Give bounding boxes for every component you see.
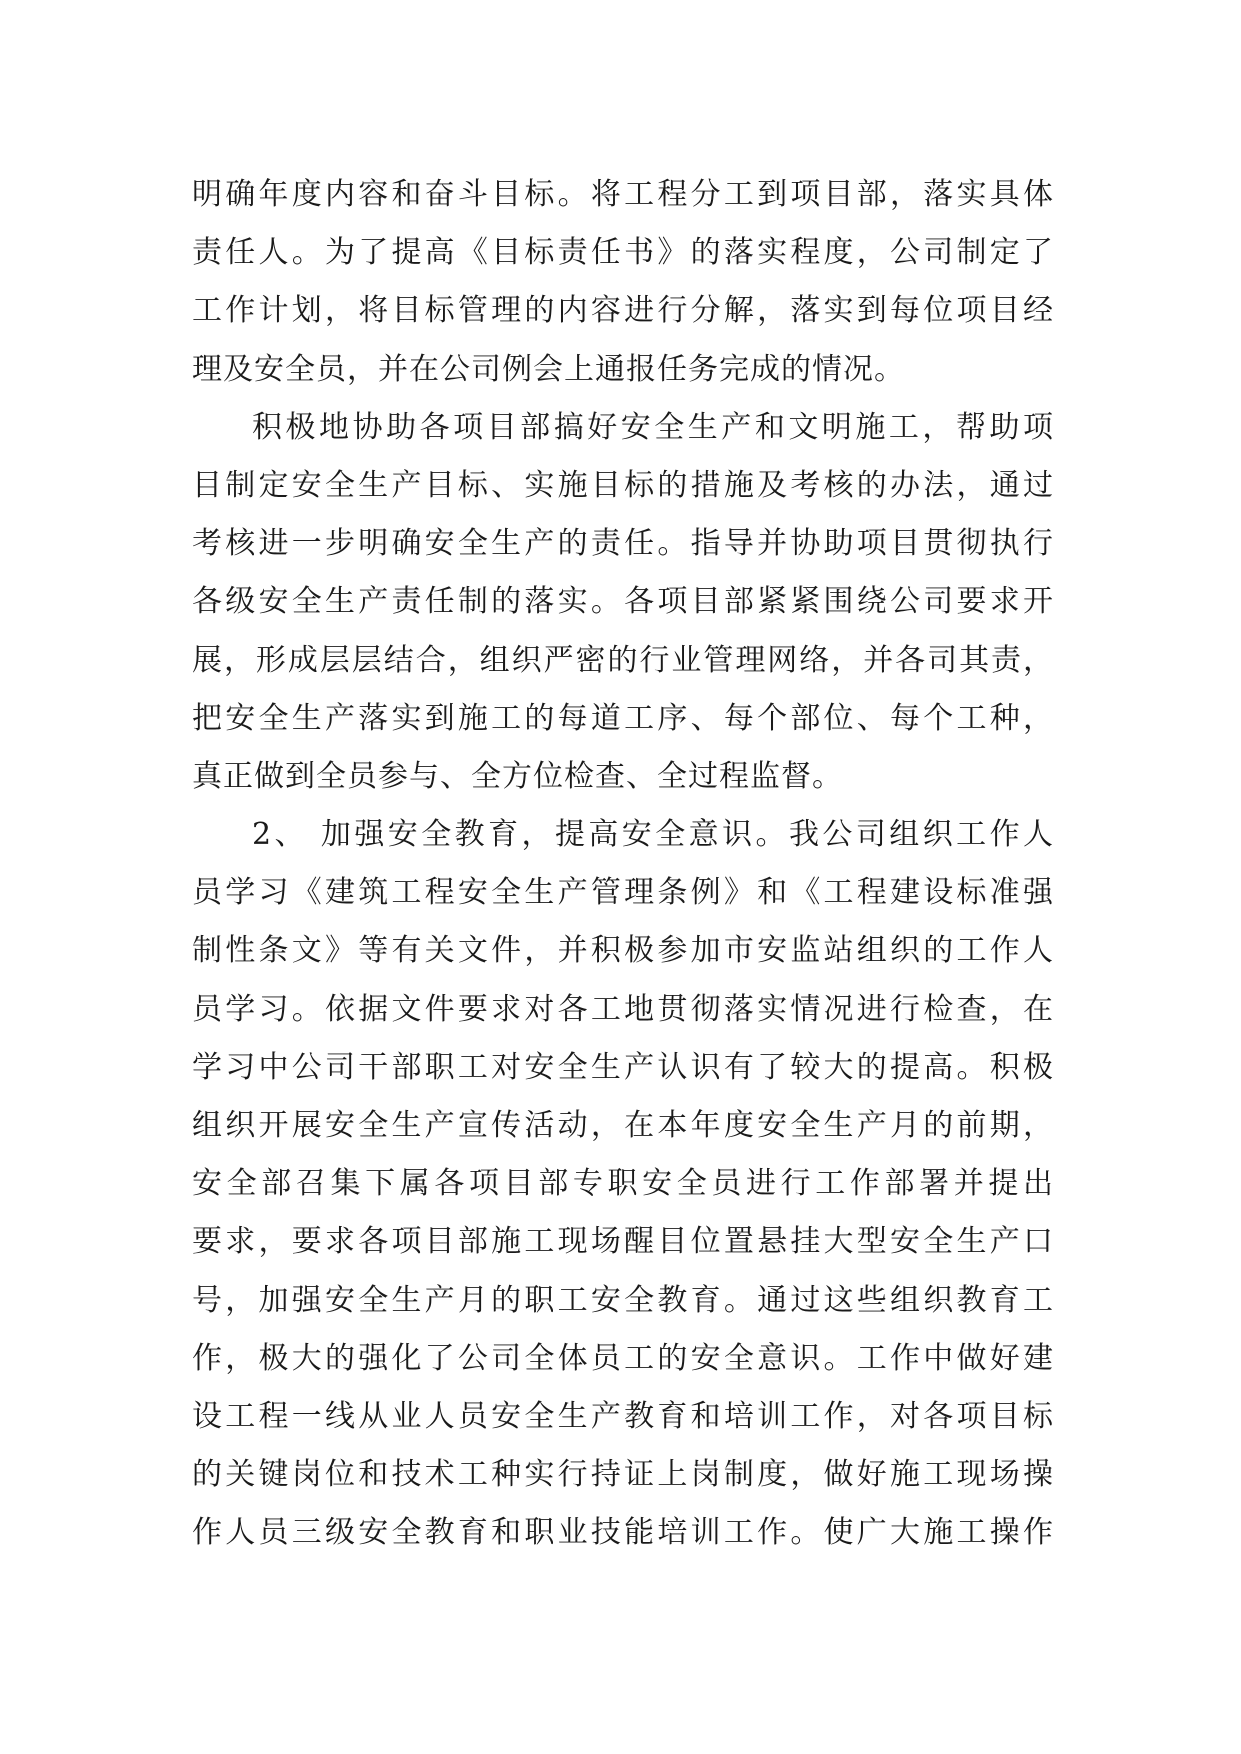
text-line: 考核进一步明确安全生产的责任。指导并协助项目贯彻执行	[192, 526, 1054, 562]
text-line: 工作计划，将目标管理的内容进行分解，落实到每位项目经	[192, 293, 1054, 329]
text-line: 真正做到全员参与、全方位检查、全过程监督。	[192, 758, 843, 794]
text-line: 把安全生产落实到施工的每道工序、每个部位、每个工种，	[192, 700, 1054, 736]
text-line: 号，加强安全生产月的职工安全教育。通过这些组织教育工	[192, 1282, 1054, 1318]
text-line: 学习中公司干部职工对安全生产认识有了较大的提高。积极	[192, 1049, 1054, 1085]
text-line: 展，形成层层结合，组织严密的行业管理网络，并各司其责，	[192, 642, 1054, 678]
text-line: 作，极大的强化了公司全体员工的安全意识。工作中做好建	[192, 1340, 1054, 1376]
text-line: 设工程一线从业人员安全生产教育和培训工作，对各项目标	[192, 1398, 1054, 1434]
text-line: 要求，要求各项目部施工现场醒目位置悬挂大型安全生产口	[192, 1224, 1054, 1260]
text-line: 作人员三级安全教育和职业技能培训工作。使广大施工操作	[192, 1515, 1054, 1551]
text-line: 组织开展安全生产宣传活动，在本年度安全生产月的前期，	[192, 1108, 1054, 1143]
text-line: 员学习《建筑工程安全生产管理条例》和《工程建设标准强	[192, 875, 1054, 911]
text-line: 责任人。为了提高《目标责任书》的落实程度，公司制定了	[192, 235, 1054, 271]
text-line: 明确年度内容和奋斗目标。将工程分工到项目部，落实具体	[192, 177, 1054, 212]
text-line: 目制定安全生产目标、实施目标的措施及考核的办法，通过	[192, 467, 1054, 503]
body-text	[192, 166, 1054, 1563]
text-line: 安全部召集下属各项目部专职安全员进行工作部署并提出	[192, 1166, 1054, 1202]
text-line: 制性条文》等有关文件，并积极参加市安监站组织的工作人	[192, 933, 1054, 969]
text-line: 理及安全员，并在公司例会上通报任务完成的情况。	[192, 351, 905, 387]
text-line: 员学习。依据文件要求对各工地贯彻落实情况进行检查，在	[192, 991, 1054, 1027]
text-line: 各级安全生产责任制的落实。各项目部紧紧围绕公司要求开	[192, 584, 1054, 620]
text-line: 的关键岗位和技术工种实行持证上岗制度，做好施工现场操	[192, 1457, 1054, 1493]
text-line: 积极地协助各项目部搞好安全生产和文明施工，帮助项	[252, 409, 1054, 445]
text-line: 2、 加强安全教育，提高安全意识。我公司组织工作人	[252, 817, 1054, 853]
